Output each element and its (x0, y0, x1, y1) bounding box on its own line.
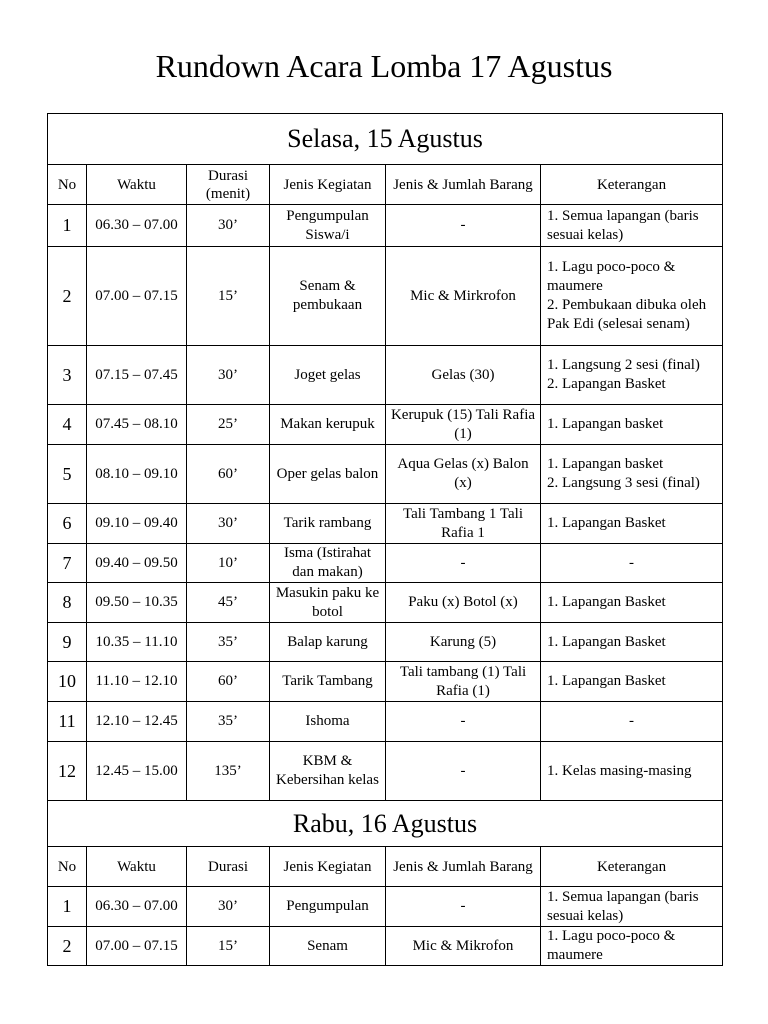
cell-waktu: 09.50 – 10.35 (87, 583, 187, 623)
cell-kegiatan: Makan kerupuk (270, 405, 386, 445)
cell-durasi: 135’ (187, 742, 270, 801)
cell-no: 11 (48, 702, 87, 742)
cell-keterangan (541, 742, 723, 801)
keterangan-line: 1. Kelas masing-masing (547, 762, 692, 779)
table-row (48, 623, 723, 662)
cell-kegiatan: Balap karung (270, 623, 386, 662)
cell-waktu: 07.15 – 07.45 (87, 346, 187, 405)
header-row (48, 165, 723, 205)
day-heading: Selasa, 15 Agustus (48, 114, 723, 165)
keterangan-line: 1. Lapangan basket (547, 456, 664, 472)
cell-barang: Tali Tambang 1 Tali Rafia 1 (386, 504, 541, 544)
cell-no: 3 (48, 346, 87, 405)
cell-no: 2 (48, 927, 87, 966)
cell-waktu: 12.10 – 12.45 (87, 702, 187, 742)
cell-waktu: 08.10 – 09.10 (87, 445, 187, 504)
table-row (48, 742, 723, 801)
keterangan-line: 1. Lapangan Basket (547, 515, 666, 531)
cell-waktu: 07.45 – 08.10 (87, 405, 187, 445)
cell-keterangan (541, 247, 723, 346)
cell-no: 5 (48, 445, 87, 504)
cell-durasi: 30’ (187, 205, 270, 247)
keterangan-line: 2. Lapangan Basket (547, 376, 666, 392)
day-row (48, 801, 723, 847)
cell-durasi: 60’ (187, 662, 270, 702)
table-row (48, 445, 723, 504)
cell-keterangan (541, 702, 723, 742)
cell-barang: - (386, 205, 541, 247)
cell-kegiatan: Tarik Tambang (270, 662, 386, 702)
cell-durasi: 35’ (187, 702, 270, 742)
keterangan-line: 1. Lagu poco-poco & maumere (547, 928, 676, 963)
cell-durasi: 30’ (187, 887, 270, 927)
cell-durasi: 45’ (187, 583, 270, 623)
cell-kegiatan: Ishoma (270, 702, 386, 742)
keterangan-line: 1. Lapangan Basket (547, 633, 666, 650)
cell-no: 6 (48, 504, 87, 544)
header-no: No (48, 165, 87, 205)
cell-durasi: 30’ (187, 504, 270, 544)
keterangan-line: 1. Lapangan basket (547, 416, 664, 432)
cell-kegiatan: Senam (270, 927, 386, 966)
header-durasi: Durasi (187, 847, 270, 887)
cell-no: 12 (48, 742, 87, 801)
cell-durasi: 25’ (187, 405, 270, 445)
cell-keterangan (541, 504, 723, 544)
cell-no: 1 (48, 887, 87, 927)
cell-barang: Mic & Mirkrofon (386, 247, 541, 346)
keterangan-line: 2. Pembukaan dibuka oleh Pak Edi (selesai senam) (547, 297, 707, 332)
keterangan-line: 1. Lapangan Basket (547, 673, 666, 689)
keterangan-line: 2. Langsung 3 sesi (final) (547, 475, 700, 491)
cell-no: 7 (48, 544, 87, 583)
cell-barang: Gelas (30) (386, 346, 541, 405)
cell-keterangan (541, 583, 723, 623)
cell-keterangan (541, 405, 723, 445)
keterangan-line: 1. Lagu poco-poco & maumere (547, 259, 676, 294)
cell-waktu: 11.10 – 12.10 (87, 662, 187, 702)
cell-kegiatan: Pengumpulan Siswa/i (270, 205, 386, 247)
keterangan-line: 1. Lapangan Basket (547, 594, 666, 610)
table-row (48, 405, 723, 445)
cell-barang: - (386, 544, 541, 583)
keterangan-line: 1. Semua lapangan (baris sesuai kelas) (547, 207, 699, 243)
cell-keterangan (541, 927, 723, 966)
table-row (48, 205, 723, 247)
cell-keterangan (541, 887, 723, 927)
cell-keterangan (541, 346, 723, 405)
cell-waktu: 06.30 – 07.00 (87, 205, 187, 247)
table-row (48, 504, 723, 544)
header-jenis-barang: Jenis & Jumlah Barang (386, 165, 541, 205)
cell-no: 1 (48, 205, 87, 247)
cell-durasi: 30’ (187, 346, 270, 405)
header-jenis-barang: Jenis & Jumlah Barang (386, 847, 541, 887)
keterangan-line: 1. Langsung 2 sesi (final) (547, 357, 700, 373)
header-keterangan: Keterangan (541, 165, 723, 205)
cell-waktu: 12.45 – 15.00 (87, 742, 187, 801)
cell-barang: Kerupuk (15) Tali Rafia (1) (386, 405, 541, 445)
keterangan-line: - (629, 554, 634, 571)
rundown-table (47, 113, 723, 966)
cell-keterangan (541, 445, 723, 504)
table-row (48, 247, 723, 346)
header-jenis-kegiatan: Jenis Kegiatan (270, 165, 386, 205)
cell-no: 10 (48, 662, 87, 702)
day-row (48, 114, 723, 165)
cell-keterangan (541, 205, 723, 247)
cell-kegiatan: Tarik rambang (270, 504, 386, 544)
cell-durasi: 35’ (187, 623, 270, 662)
cell-keterangan (541, 662, 723, 702)
cell-no: 9 (48, 623, 87, 662)
table-row (48, 583, 723, 623)
document-title: Rundown Acara Lomba 17 Agustus (155, 48, 613, 84)
cell-durasi: 60’ (187, 445, 270, 504)
cell-durasi: 15’ (187, 247, 270, 346)
rundown-table-body (48, 114, 723, 966)
header-waktu: Waktu (87, 165, 187, 205)
table-row (48, 887, 723, 927)
table-row (48, 702, 723, 742)
header-keterangan: Keterangan (541, 847, 723, 887)
cell-no: 8 (48, 583, 87, 623)
cell-keterangan (541, 623, 723, 662)
header-no: No (48, 847, 87, 887)
cell-barang: Paku (x) Botol (x) (386, 583, 541, 623)
cell-kegiatan: Joget gelas (270, 346, 386, 405)
cell-waktu: 07.00 – 07.15 (87, 247, 187, 346)
cell-waktu: 10.35 – 11.10 (87, 623, 187, 662)
cell-waktu: 06.30 – 07.00 (87, 887, 187, 927)
cell-kegiatan: Pengumpulan (270, 887, 386, 927)
day-heading: Rabu, 16 Agustus (48, 801, 723, 847)
keterangan-line: - (629, 713, 634, 729)
cell-barang: Tali tambang (1) Tali Rafia (1) (386, 662, 541, 702)
cell-durasi: 15’ (187, 927, 270, 966)
cell-kegiatan: KBM & Kebersihan kelas (270, 742, 386, 801)
cell-kegiatan: Masukin paku ke botol (270, 583, 386, 623)
header-jenis-kegiatan: Jenis Kegiatan (270, 847, 386, 887)
cell-barang: - (386, 887, 541, 927)
cell-durasi: 10’ (187, 544, 270, 583)
table-row (48, 662, 723, 702)
table-row (48, 927, 723, 966)
cell-barang: Mic & Mikrofon (386, 927, 541, 966)
cell-barang: Aqua Gelas (x) Balon (x) (386, 445, 541, 504)
cell-waktu: 09.40 – 09.50 (87, 544, 187, 583)
cell-no: 2 (48, 247, 87, 346)
header-waktu: Waktu (87, 847, 187, 887)
cell-kegiatan: Senam & pembukaan (270, 247, 386, 346)
cell-kegiatan: Isma (Istirahat dan makan) (270, 544, 386, 583)
cell-waktu: 07.00 – 07.15 (87, 927, 187, 966)
cell-kegiatan: Oper gelas balon (270, 445, 386, 504)
table-row (48, 544, 723, 583)
cell-barang: Karung (5) (386, 623, 541, 662)
keterangan-line: 1. Semua lapangan (baris sesuai kelas) (547, 888, 699, 924)
cell-waktu: 09.10 – 09.40 (87, 504, 187, 544)
cell-barang: - (386, 742, 541, 801)
cell-no: 4 (48, 405, 87, 445)
header-durasi: Durasi (menit) (187, 165, 270, 205)
cell-barang: - (386, 702, 541, 742)
table-row (48, 346, 723, 405)
header-row (48, 847, 723, 887)
cell-keterangan (541, 544, 723, 583)
